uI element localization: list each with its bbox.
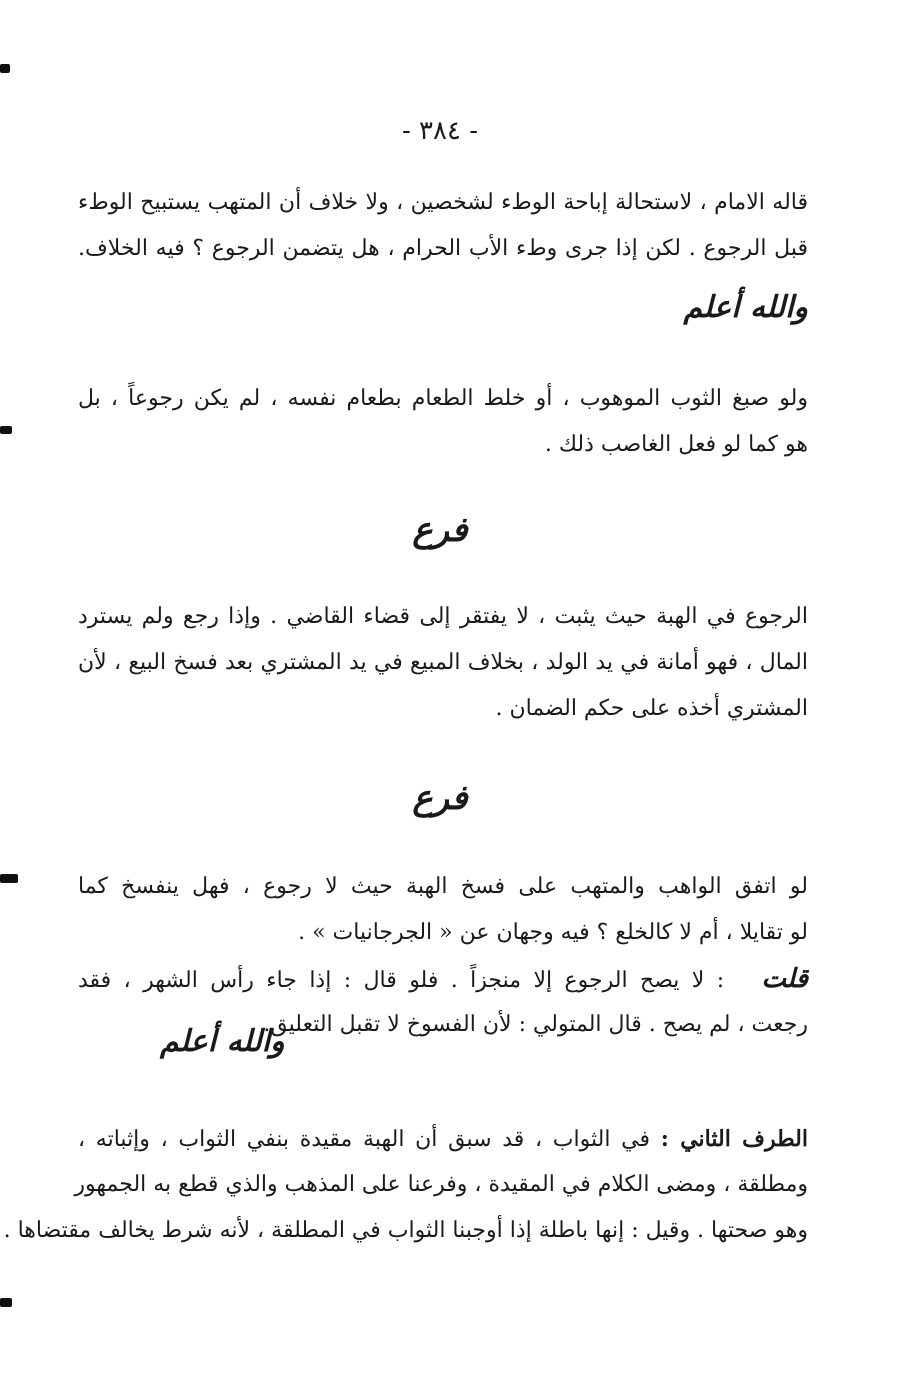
paragraph-2 bbox=[78, 376, 808, 468]
section-heading: فرع bbox=[412, 778, 468, 818]
paragraph-3 bbox=[78, 594, 808, 732]
text-line: لو اتفق الواهب والمتهب على فسخ الهبة حيث لا رجوع ، فهل ينفسخ كما bbox=[78, 874, 808, 899]
text-line: الرجوع في الهبة حيث يثبت ، لا يفتقر إلى قضاء القاضي . وإذا رجع ولم يسترد bbox=[78, 604, 808, 629]
text-line: لو تقايلا ، أم لا كالخلع ؟ فيه وجهان عن « الجرجانيات » . bbox=[298, 920, 808, 945]
text-line: قبل الرجوع . لكن إذا جرى وطء الأب الحرام ، هل يتضمن الرجوع ؟ فيه الخلاف. bbox=[78, 236, 808, 261]
margin-mark bbox=[0, 64, 10, 73]
qult-text: رجعت ، لم يصح . قال المتولي : لأن الفسوخ لا تقبل التعليق. bbox=[263, 1012, 808, 1037]
text-line: وهو صحتها . وقيل : إنها باطلة إذا أوجبنا الثواب في المطلقة ، لأنه شرط يخالف مقتضاها . bbox=[3, 1218, 808, 1243]
text-line: ولو صبغ الثوب الموهوب ، أو خلط الطعام بطعام نفسه ، لم يكن رجوعاً ، بل bbox=[78, 386, 808, 411]
text-line: هو كما لو فعل الغاصب ذلك . bbox=[544, 432, 808, 457]
paragraph-4 bbox=[78, 864, 808, 1048]
text-line: المال ، فهو أمانة في يد الولد ، بخلاف المبيع في يد المشتري بعد فسخ البيع ، لأن bbox=[78, 650, 808, 675]
text-line: المشتري أخذه على حكم الضمان . bbox=[495, 696, 808, 721]
section-lead: الطرف الثاني : bbox=[660, 1126, 808, 1152]
closing-phrase: والله أعلم bbox=[160, 1024, 285, 1059]
qult-text: : لا يصح الرجوع إلا منجزاً . فلو قال : إذا جاء رأس الشهر ، فقد bbox=[78, 968, 725, 993]
page-number: - ٣٨٤ - bbox=[401, 116, 479, 146]
text-line bbox=[78, 1116, 808, 1162]
margin-mark bbox=[0, 1298, 12, 1307]
text-segment: في الثواب ، قد سبق أن الهبة مقيدة بنفي الثواب ، وإثباته ، bbox=[78, 1127, 661, 1152]
margin-mark bbox=[0, 874, 18, 883]
text-line bbox=[78, 956, 808, 1002]
paragraph-1 bbox=[78, 180, 808, 272]
qult-label: قلت bbox=[761, 964, 809, 994]
paragraph-5 bbox=[3, 1116, 808, 1254]
margin-mark bbox=[0, 426, 12, 434]
closing-phrase: والله أعلم bbox=[683, 290, 808, 325]
text-line: قاله الامام ، لاستحالة إباحة الوطء لشخصين ، ولا خلاف أن المتهب يستبيح الوطء bbox=[78, 190, 808, 215]
section-heading: فرع bbox=[412, 510, 468, 550]
text-line: ومطلقة ، ومضى الكلام في المقيدة ، وفرعنا على المذهب والذي قطع به الجمهور bbox=[74, 1172, 808, 1197]
